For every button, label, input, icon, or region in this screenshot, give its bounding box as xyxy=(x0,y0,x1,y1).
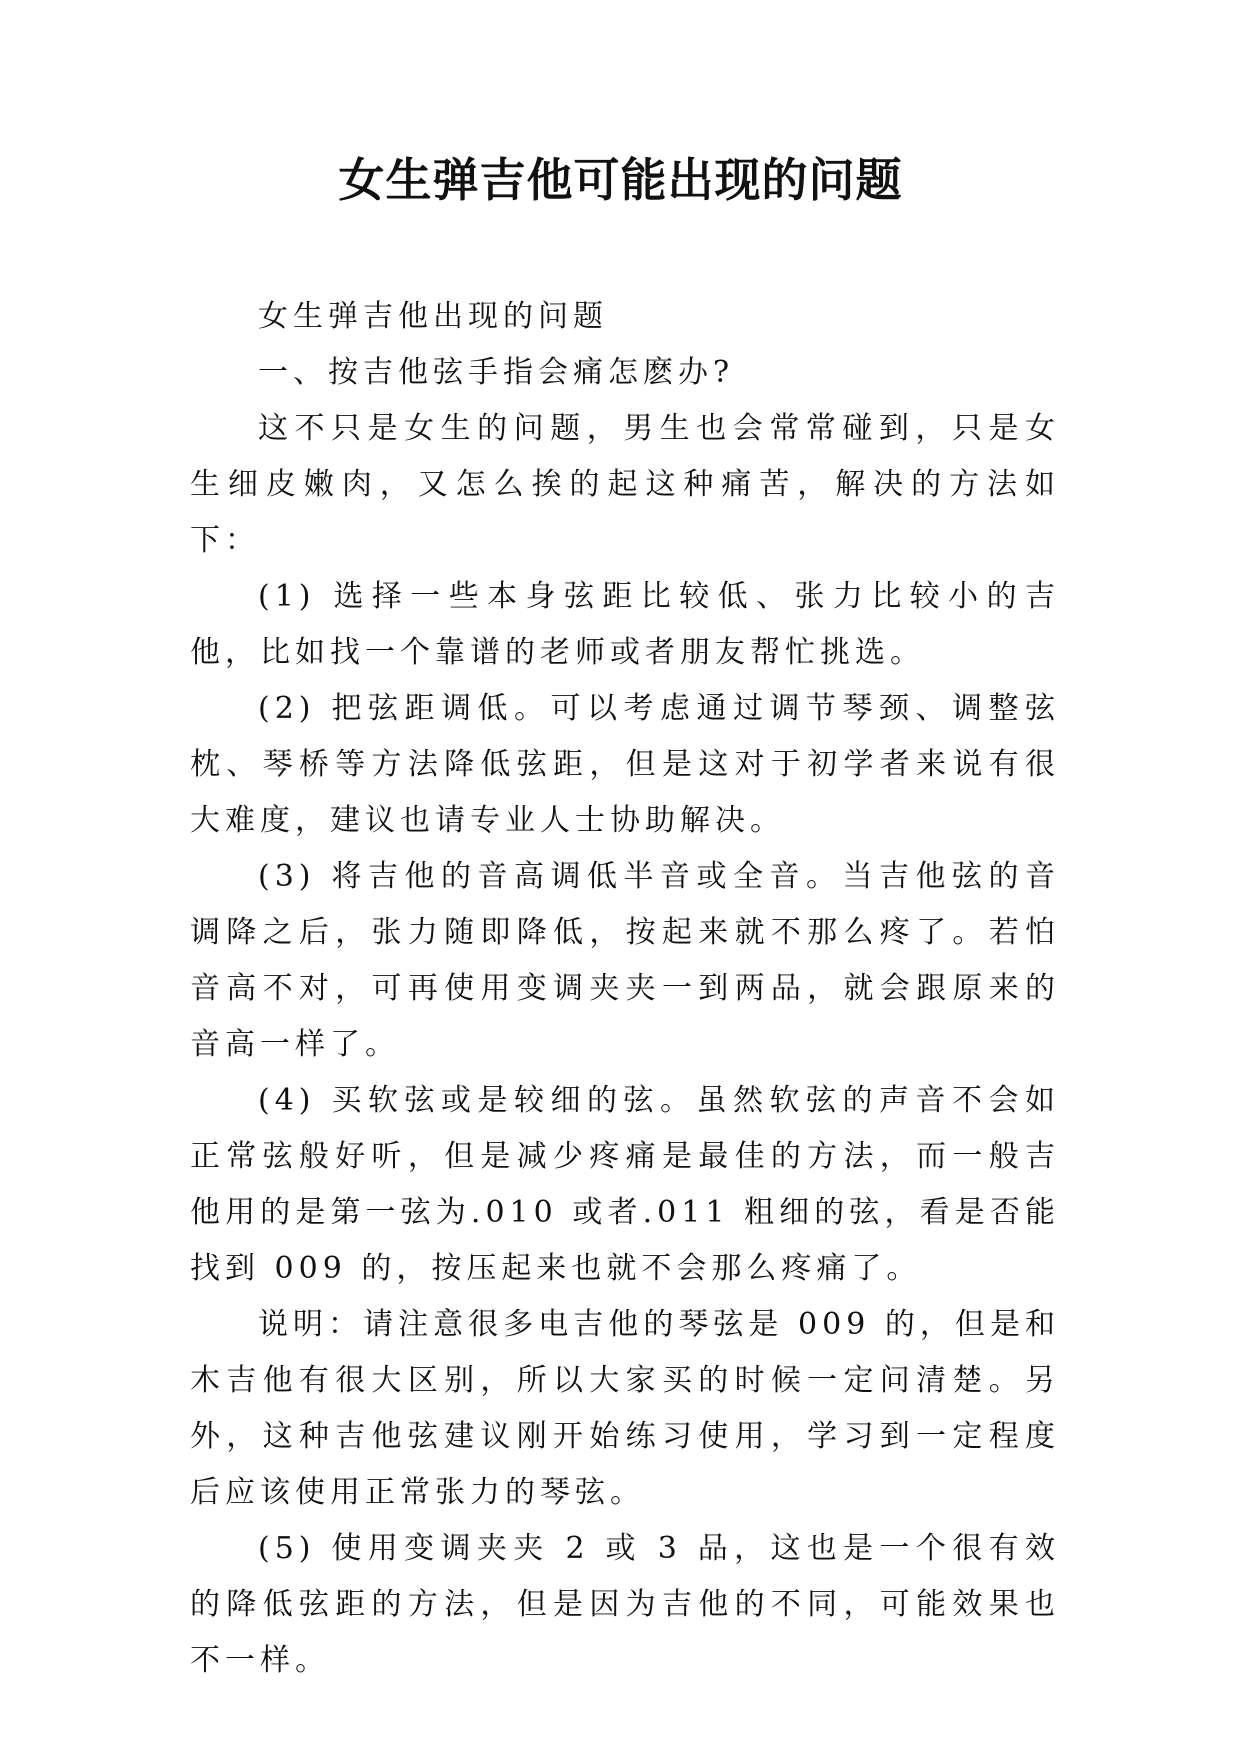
method-5-paragraph: (5) 使用变调夹夹 2 或 3 品，这也是一个很有效的降低弦距的方法，但是因为吉他的不同，可能效果也不一样。 xyxy=(190,1531,1060,1678)
method-3-paragraph: (3) 将吉他的音高调低半音或全音。当吉他弦的音调降之后，张力随即降低，按起来就不那么疼了。若怕音高不对，可再使用变调夹夹一到两品，就会跟原来的音高一样了。 xyxy=(190,859,1060,1062)
document-title: 女生弹吉他可能出现的问题 xyxy=(338,153,903,207)
method-4-paragraph: (4) 买软弦或是较细的弦。虽然软弦的声音不会如正常弦般好听，但是减少疼痛是最佳的方法，而一般吉他用的是第一弦为.010 或者.011 粗细的弦，看是否能找到 009 的，按压起来也就不会那么疼痛了。 xyxy=(190,1083,1060,1286)
method-1-paragraph: (1) 选择一些本身弦距比较低、张力比较小的吉他，比如找一个靠谱的老师或者朋友帮忙挑选。 xyxy=(190,579,1060,670)
intro-paragraph: 这不只是女生的问题，男生也会常常碰到，只是女生细皮嫩肉，又怎么挨的起这种痛苦，解决的方法如下： xyxy=(190,411,1060,558)
section-heading: 女生弹吉他出现的问题 xyxy=(258,299,608,334)
method-2-paragraph: (2) 把弦距调低。可以考虑通过调节琴颈、调整弦枕、琴桥等方法降低弦距，但是这对于初学者来说有很大难度，建议也请专业人士协助解决。 xyxy=(190,691,1060,838)
note-paragraph: 说明：请注意很多电吉他的琴弦是 009 的，但是和木吉他有很大区别，所以大家买的时候一定问清楚。另外，这种吉他弦建议刚开始练习使用，学习到一定程度后应该使用正常张力的琴弦。 xyxy=(190,1307,1060,1510)
document-body xyxy=(190,289,1060,1689)
question-heading: 一、按吉他弦手指会痛怎麽办? xyxy=(258,355,735,390)
